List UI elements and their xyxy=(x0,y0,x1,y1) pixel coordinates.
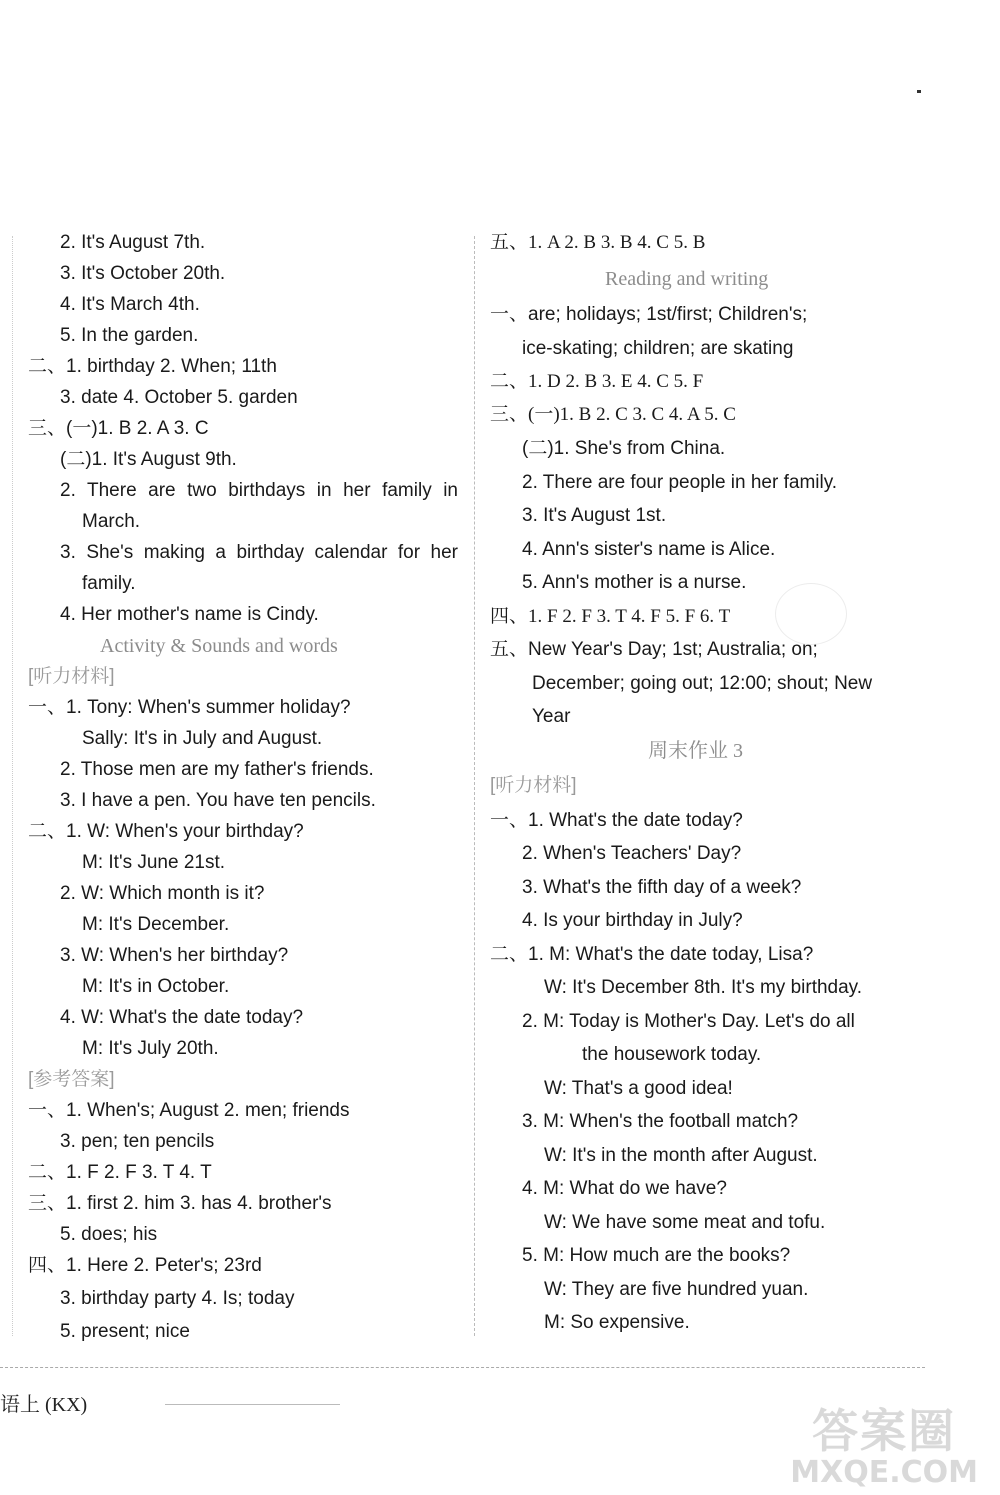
answer-line: 5. Ann's mother is a nurse. xyxy=(522,572,747,593)
answer-line: Sally: It's in July and August. xyxy=(82,728,323,749)
section-heading: 周末作业 3 xyxy=(648,740,743,762)
watermark-logo xyxy=(790,1395,978,1490)
section-heading: Reading and writing xyxy=(605,268,769,290)
stray-dot xyxy=(917,90,921,93)
faint-stamp-mark xyxy=(775,583,847,645)
answer-line: W: That's a good idea! xyxy=(544,1078,733,1099)
answer-line: 三、1. first 2. him 3. has 4. brother's xyxy=(28,1193,332,1214)
section-label: [听力材料] xyxy=(490,775,577,796)
answer-line: 4. It's March 4th. xyxy=(60,294,200,315)
answer-line: 3. She's making a birthday calendar for her xyxy=(60,542,458,563)
answer-line: 二、1. W: When's your birthday? xyxy=(28,821,304,842)
answer-line: M: It's in October. xyxy=(82,976,230,997)
answer-line: M: It's July 20th. xyxy=(82,1038,219,1059)
answer-line: 3. pen; ten pencils xyxy=(60,1131,215,1152)
answer-line: 五、1. A 2. B 3. B 4. C 5. B xyxy=(490,232,706,253)
answer-line: 2. Those men are my father's friends. xyxy=(60,759,374,780)
answer-line: 3. birthday party 4. Is; today xyxy=(60,1288,295,1309)
answer-line: ice-skating; children; are skating xyxy=(522,338,794,359)
answer-line: M: It's December. xyxy=(82,914,230,935)
answer-line: 2. There are two birthdays in her family in xyxy=(60,480,458,501)
answer-line: 5. does; his xyxy=(60,1224,158,1245)
answer-line: (二)1. It's August 9th. xyxy=(60,449,237,470)
answer-line: family. xyxy=(82,573,136,594)
answer-line: Year xyxy=(532,706,571,727)
left-margin-rule xyxy=(12,236,13,1336)
answer-line: 三、(一)1. B 2. A 3. C xyxy=(28,418,209,439)
answer-line: 二、1. birthday 2. When; 11th xyxy=(28,356,277,377)
answer-line: 3. M: When's the football match? xyxy=(522,1111,799,1132)
column-divider xyxy=(474,236,475,1336)
answer-line: 一、1. What's the date today? xyxy=(490,810,743,831)
answer-line: 四、1. Here 2. Peter's; 23rd xyxy=(28,1255,262,1276)
answer-line: 5. present; nice xyxy=(60,1321,190,1342)
answer-line: 4. W: What's the date today? xyxy=(60,1007,304,1028)
watermark-url: MXQE.COM xyxy=(790,1455,978,1490)
answer-line: 4. M: What do we have? xyxy=(522,1178,727,1199)
footer-underline xyxy=(165,1404,340,1405)
answer-line: 二、1. F 2. F 3. T 4. T xyxy=(28,1162,212,1183)
answer-line: the housework today. xyxy=(582,1044,762,1065)
answer-line: 2. W: Which month is it? xyxy=(60,883,265,904)
answer-line: 4. Is your birthday in July? xyxy=(522,910,743,931)
answer-line: 3. I have a pen. You have ten pencils. xyxy=(60,790,376,811)
answer-line: 二、1. M: What's the date today, Lisa? xyxy=(490,944,814,965)
watermark-text: 答案圈 xyxy=(812,1404,957,1458)
answer-line: 四、1. F 2. F 3. T 4. F 5. F 6. T xyxy=(490,606,731,627)
section-label: [参考答案] xyxy=(28,1069,115,1090)
answer-line: December; going out; 12:00; shout; New xyxy=(532,673,873,694)
answer-line: 三、(一)1. B 2. C 3. C 4. A 5. C xyxy=(490,404,736,425)
answer-line: 一、1. Tony: When's summer holiday? xyxy=(28,697,351,718)
answer-line: W: We have some meat and tofu. xyxy=(544,1212,826,1233)
answer-line: 二、1. D 2. B 3. E 4. C 5. F xyxy=(490,371,704,392)
answer-line: 5. In the garden. xyxy=(60,325,199,346)
section-heading: Activity & Sounds and words xyxy=(100,635,338,657)
answer-line: 2. M: Today is Mother's Day. Let's do all xyxy=(522,1011,855,1032)
answer-line: 5. M: How much are the books? xyxy=(522,1245,791,1266)
answer-line: 3. It's October 20th. xyxy=(60,263,226,284)
answer-line: 2. It's August 7th. xyxy=(60,232,206,253)
answer-line: 3. It's August 1st. xyxy=(522,505,667,526)
section-label: [听力材料] xyxy=(28,666,115,687)
answer-line: W: They are five hundred yuan. xyxy=(544,1279,809,1300)
answer-line: 2. When's Teachers' Day? xyxy=(522,843,742,864)
answer-line: W: It's in the month after August. xyxy=(544,1145,818,1166)
answer-line: 3. What's the fifth day of a week? xyxy=(522,877,802,898)
answer-line: M: So expensive. xyxy=(544,1312,690,1333)
answer-line: 2. There are four people in her family. xyxy=(522,472,838,493)
answer-line: March. xyxy=(82,511,141,532)
answer-line: W: It's December 8th. It's my birthday. xyxy=(544,977,863,998)
answer-line: 五、New Year's Day; 1st; Australia; on; xyxy=(490,639,818,660)
answer-line: 4. Ann's sister's name is Alice. xyxy=(522,539,776,560)
answer-line: (二)1. She's from China. xyxy=(522,438,726,459)
answer-line: 4. Her mother's name is Cindy. xyxy=(60,604,319,625)
answer-line: 一、are; holidays; 1st/first; Children's; xyxy=(490,304,808,325)
footer-rule xyxy=(0,1367,925,1368)
footer-label: 语上 (KX) xyxy=(0,1394,88,1416)
answer-line: 3. W: When's her birthday? xyxy=(60,945,289,966)
answer-line: M: It's June 21st. xyxy=(82,852,226,873)
answer-line: 一、1. When's; August 2. men; friends xyxy=(28,1100,350,1121)
answer-line: 3. date 4. October 5. garden xyxy=(60,387,298,408)
